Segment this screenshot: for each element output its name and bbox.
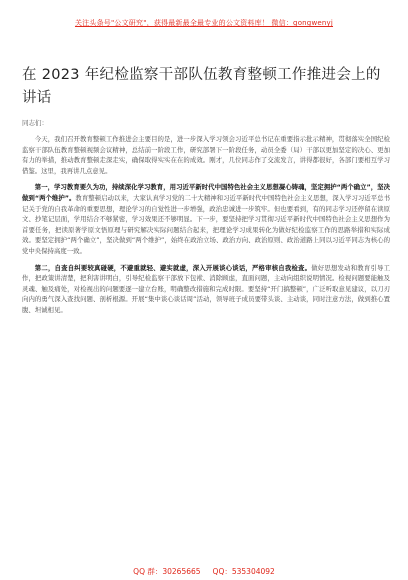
promo-banner (0, 0, 408, 46)
paragraph-2 (22, 182, 390, 256)
paragraph-body: 做好思想发动和教育引导工作，把政策讲清楚，把利害讲明白，引导纪检监察干部放下包袱、消除顾虑，直面问题，主动向组织说明情况。检视问题要能触及灵魂、触及痛处，对检视出的问题要逐一建立台账，明确整改措施和完成时限。要坚持“开门搞整顿”，广泛听取意见建议，以刀刃向内的勇气深入查找问题、剖析根源。开展“集中谈心谈话周”活动，领导班子成员要带头谈、主动谈，同时注意方法，做到推心置腹、坦诚相见。 (22, 263, 391, 314)
paragraph-lead: 第一，学习教育要久为功，持续深化学习教育，用习近平新时代中国特色社会主义思想凝心铸魂，坚定拥护“两个确立”，坚决做到“两个维护”。 (22, 183, 390, 202)
qq-number: QQ：535304092 (212, 567, 275, 576)
contact-footer (0, 566, 408, 580)
paragraph-lead: 第二，自查自纠要较真碰硬，不避重就轻、避实就虚，深入开展谈心谈话，严格审核自我检查。 (34, 263, 312, 272)
document-page (0, 46, 408, 566)
promo-banner-link[interactable]: 关注头条号"公文研究"，获得最新最全最专业的公文资料库！ 微信：gongwenyj (74, 19, 334, 27)
salutation: 同志们： (22, 119, 48, 127)
document-title: 在 2023 年纪检监察干部队伍教育整顿工作推进会上的讲话 (22, 67, 381, 106)
paragraph-body: 今天，我们召开教育整顿工作推进会主要目的是，进一步深入学习领会习近平总书记在重要指示批示精神，贯彻落实全国纪检监察干部队伍教育整顿视频会议精神，总结前一阶段工作，研究部署下一阶段任务，动员全委（局）干部以更加坚定的决心、更加有力的举措，推动教育整顿走深走实，确保取得实实在在的成效。刚才，几位同志作了交流发言，讲得都很好，各部门要相互学习借鉴。这里，我再讲几点意见。 (22, 135, 390, 175)
paragraph-1 (22, 134, 390, 176)
paragraph-body: 教育整顿启动以来，大家认真学习党的二十大精神和习近平新时代中国特色社会主义思想，深入学习习近平总书记关于党的自我革命的重要思想，理论学习的自觉性进一步增强，政治忠诚进一步筑牢。但也要看到，有的同志学习还停留在读原文、抄笔记层面，学用结合不够紧密，学习效果还不够明显。下一步，要坚持把学习贯彻习近平新时代中国特色社会主义思想作为首要任务，把读原著学原文悟原理与研究解决实际问题结合起来，把理论学习成果转化为做好纪检监察工作的思路举措和实际成效。要坚定拥护“两个确立”，坚决做到“两个维护”，始终在政治立场、政治方向、政治原则、政治道路上同以习近平同志为核心的党中央保持高度一致。 (22, 193, 390, 255)
qq-group-number: QQ 群：30265665 (133, 567, 201, 576)
paragraph-3 (22, 263, 390, 316)
